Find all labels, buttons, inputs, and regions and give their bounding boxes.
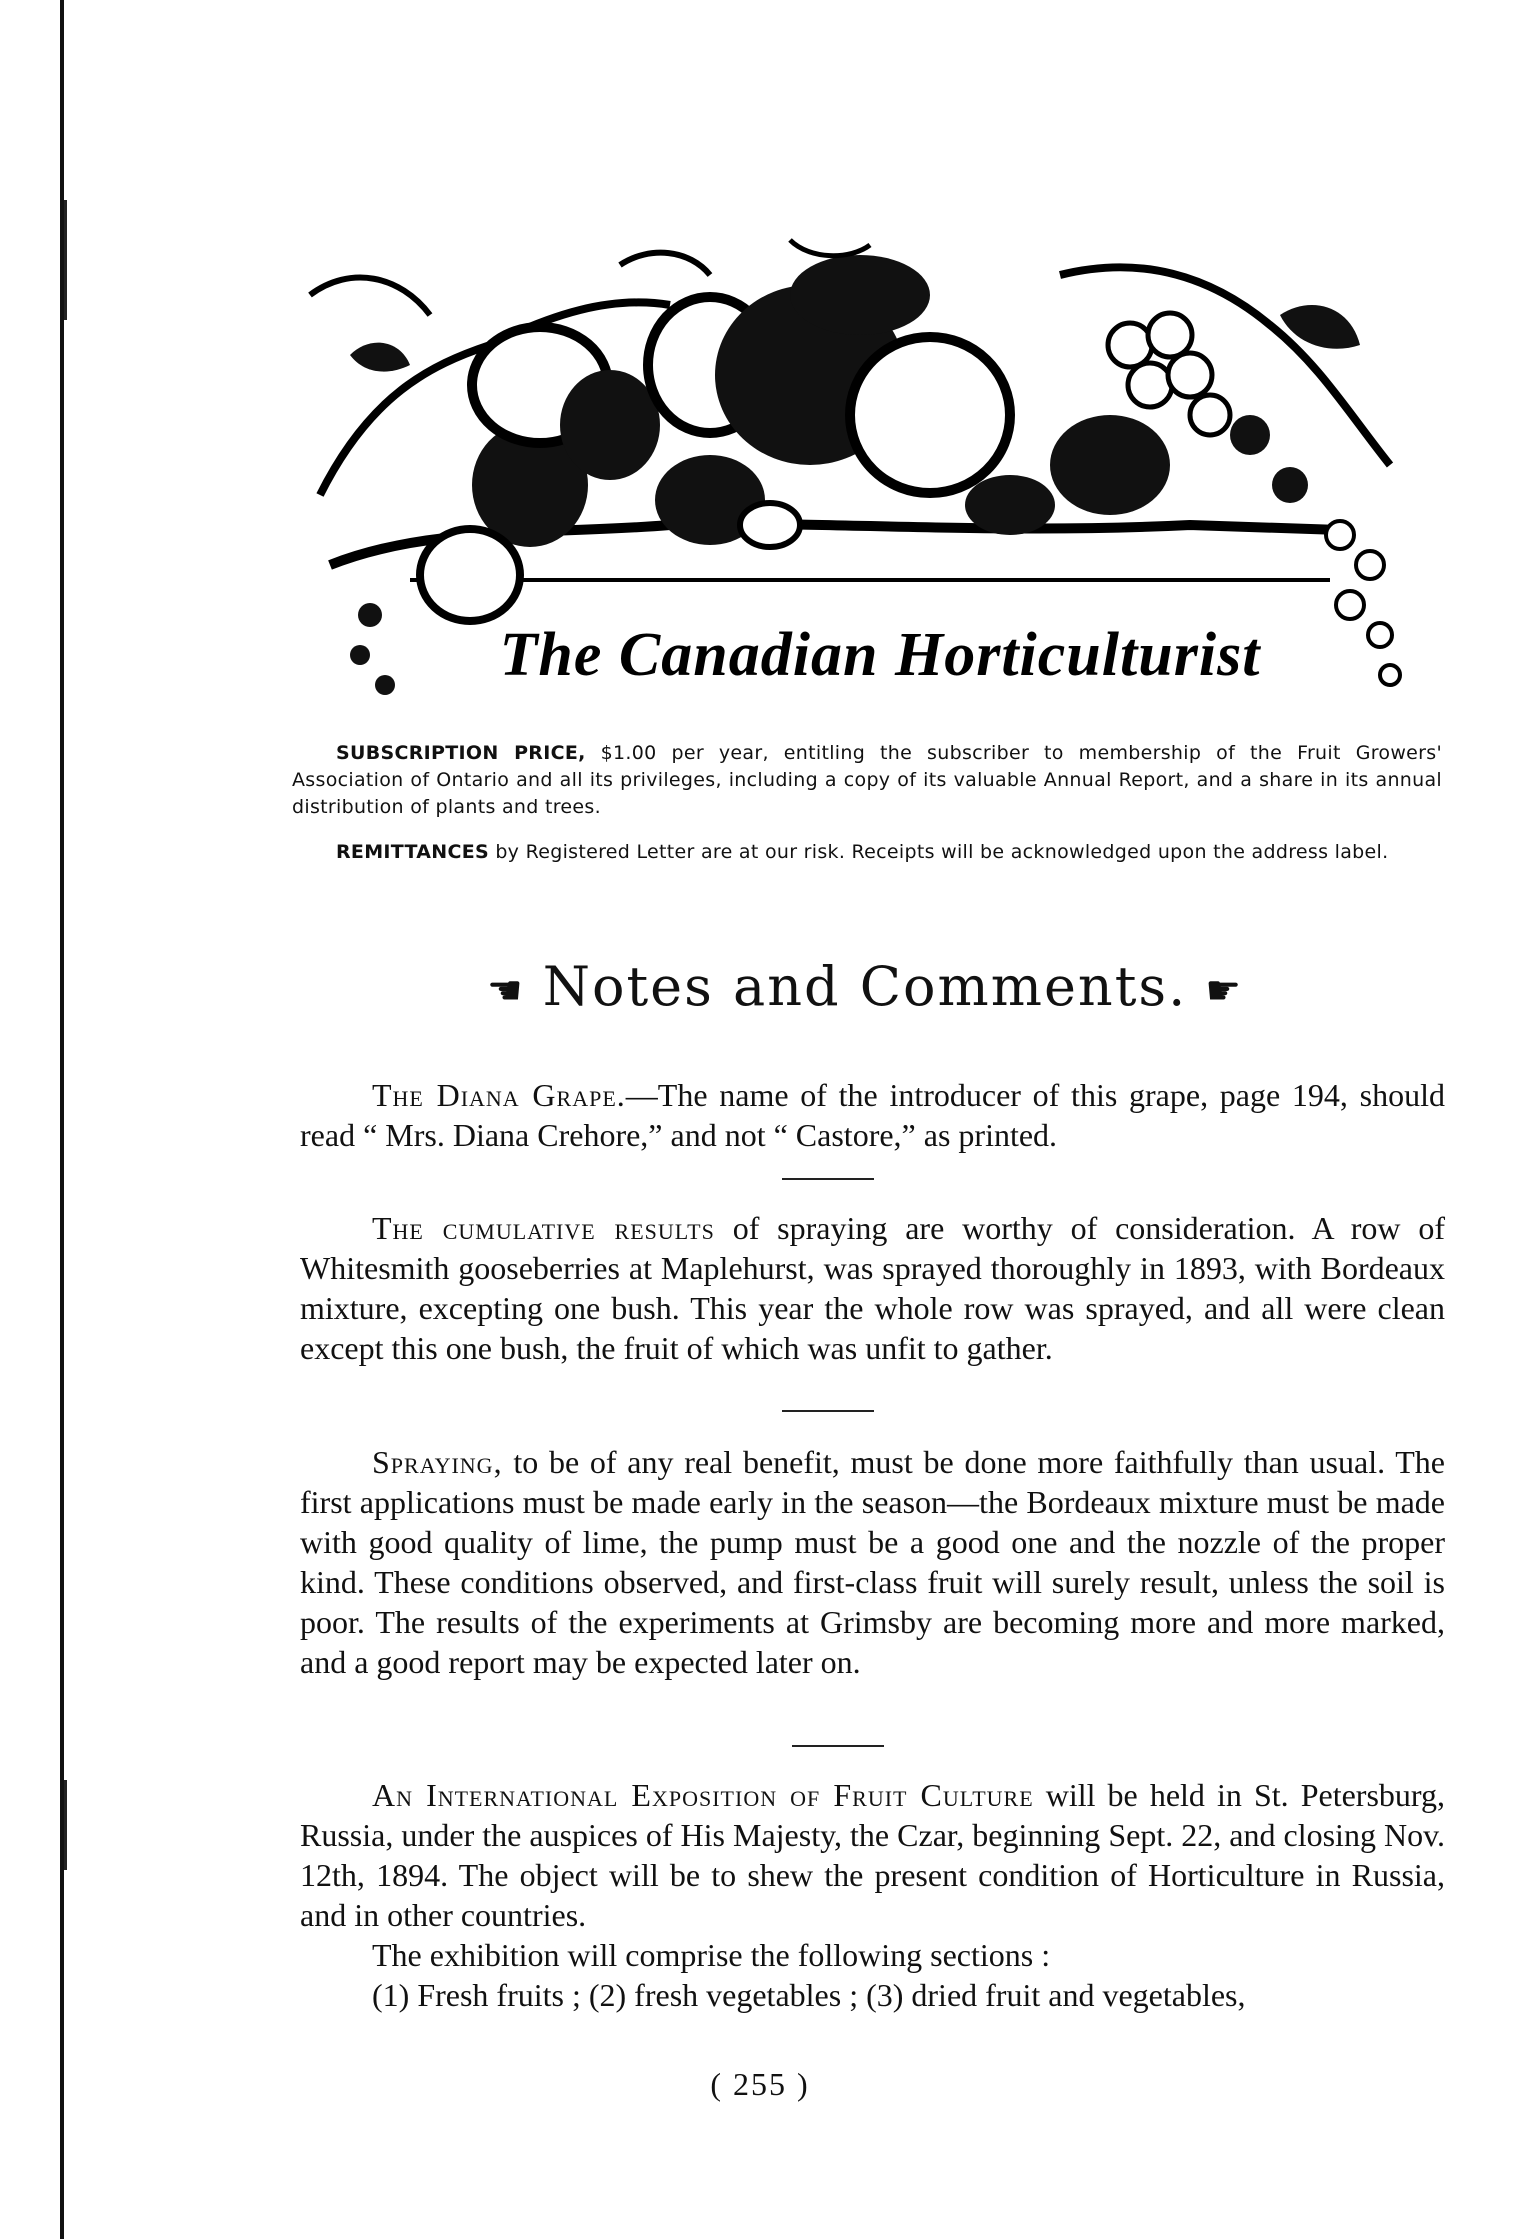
article-text: will be held in St. Petersburg, Russia, under the auspices of His Majesty, the Czar, beginning Sept. 22, and closing Nov. 12th, 1894. The object will be to shew the present condition of Horticulture in Russia, and in other countries. — [300, 1777, 1445, 1933]
article-cumulative-results — [300, 1208, 1445, 1368]
subscription-notice — [292, 740, 1442, 866]
article-continuation: (1) Fresh fruits ; (2) fresh vegetables ; (3) dried fruit and vegetables, — [372, 1977, 1246, 2013]
masthead-illustration — [290, 235, 1440, 735]
remittances-paragraph — [292, 839, 1442, 866]
article-text: —The name of the introducer of this grape, page 194, should read “ Mrs. Diana Crehore,” and not “ Castore,” as printed. — [300, 1077, 1445, 1153]
divider-rule — [792, 1745, 884, 1747]
article-continuation: The exhibition will comprise the following sections : — [372, 1937, 1051, 1973]
article-lead: The Diana Grape. — [372, 1077, 626, 1113]
pointing-hand-left-icon: ☚ — [486, 968, 525, 1014]
page-binding-edge — [60, 0, 64, 2239]
subscription-paragraph — [292, 740, 1442, 821]
article-text: to be of any real benefit, must be done more faithfully than usual. The first applications must be made early in the season—the Bordeaux mixture must be made with good quality of lime, the pump must be a good one and the nozzle of the proper kind. These conditions observed, and first-class fruit will surely result, unless the soil is poor. The results of the experiments at Grimsby are becoming more and more marked, and a good report may be expected later on. — [300, 1444, 1445, 1680]
article-spraying — [300, 1442, 1445, 1682]
remittances-text: by Registered Letter are at our risk. Receipts will be acknowledged upon the address label. — [488, 841, 1389, 863]
article-text: of spraying are worthy of consideration. A row of Whitesmith gooseberries at Maplehurst, was sprayed thoroughly in 1893, with Bordeaux mixture, excepting one bush. This year the whole row was sprayed, and all were clean except this one bush, the fruit of which was unfit to gather. — [300, 1210, 1445, 1366]
divider-rule — [782, 1178, 874, 1180]
pointing-hand-right-icon: ☛ — [1205, 968, 1244, 1014]
article-lead: Spraying, — [372, 1444, 503, 1480]
section-heading-title: Notes and Comments. — [542, 955, 1188, 1018]
subscription-lead: SUBSCRIPTION PRICE, — [336, 742, 586, 764]
divider-rule — [782, 1410, 874, 1412]
binding-mark — [64, 200, 67, 320]
binding-mark — [64, 1780, 67, 1870]
page-number: ( 255 ) — [710, 2066, 810, 2102]
section-heading — [290, 955, 1440, 1018]
remittances-lead: REMITTANCES — [336, 841, 489, 863]
article-diana-grape — [300, 1075, 1445, 1155]
article-lead: The cumulative results — [372, 1210, 715, 1246]
subscription-text: $1.00 per year, entitling the subscriber to membership of the Fruit Growers' Association of Ontario and all its privileges, including a copy of its valuable Annual Report, and a share in its annual distribution of plants and trees. — [292, 742, 1442, 818]
article-international-exposition — [300, 1775, 1445, 2015]
masthead-title: The Canadian Horticulturist — [499, 621, 1261, 689]
article-lead: An International Exposition of Fruit Culture — [372, 1777, 1034, 1813]
